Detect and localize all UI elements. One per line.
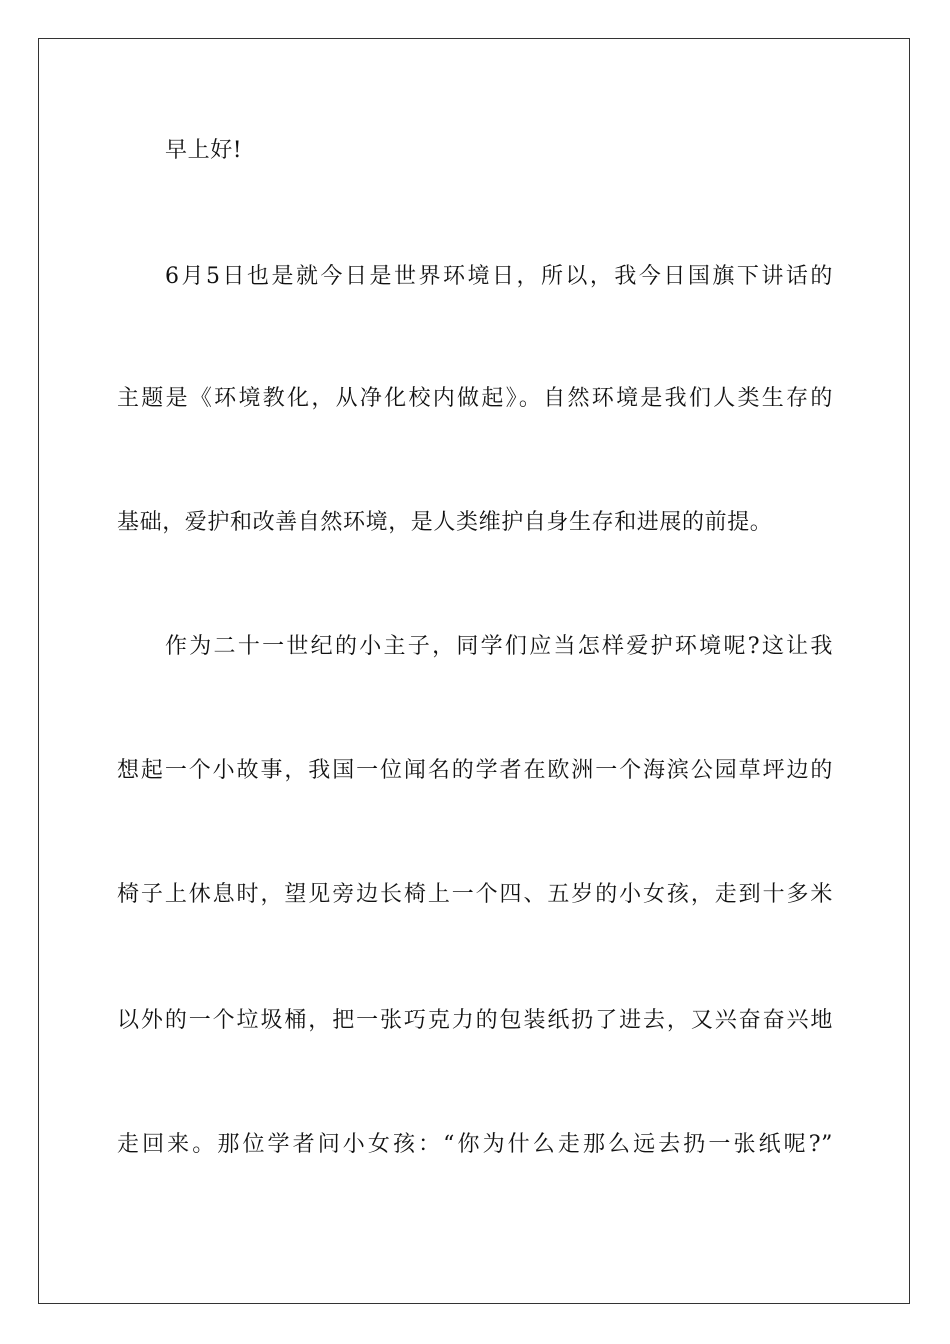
paragraph-1-line-1: 6月5日也是就今日是世界环境日，所以，我今日国旗下讲话的 <box>165 264 833 289</box>
paragraph-2-line-3: 椅子上休息时，望见旁边长椅上一个四、五岁的小女孩，走到十多米 <box>117 882 833 907</box>
paragraph-2-line-4: 以外的一个垃圾桶，把一张巧克力的包装纸扔了进去，又兴奋奋兴地 <box>117 1008 833 1033</box>
greeting-line: 早上好! <box>165 138 243 163</box>
page-border <box>38 38 910 1304</box>
paragraph-1-line-2: 主题是《环境教化，从净化校内做起》。自然环境是我们人类生存的 <box>117 386 833 411</box>
paragraph-2-line-2: 想起一个小故事，我国一位闻名的学者在欧洲一个海滨公园草坪边的 <box>117 758 833 783</box>
paragraph-2-line-5: 走回来。那位学者问小女孩：“你为什么走那么远去扔一张纸呢?” <box>117 1132 833 1157</box>
paragraph-1-line-3: 基础，爱护和改善自然环境，是人类维护自身生存和进展的前提。 <box>117 510 773 535</box>
paragraph-2-line-1: 作为二十一世纪的小主子，同学们应当怎样爱护环境呢?这让我 <box>165 634 833 659</box>
